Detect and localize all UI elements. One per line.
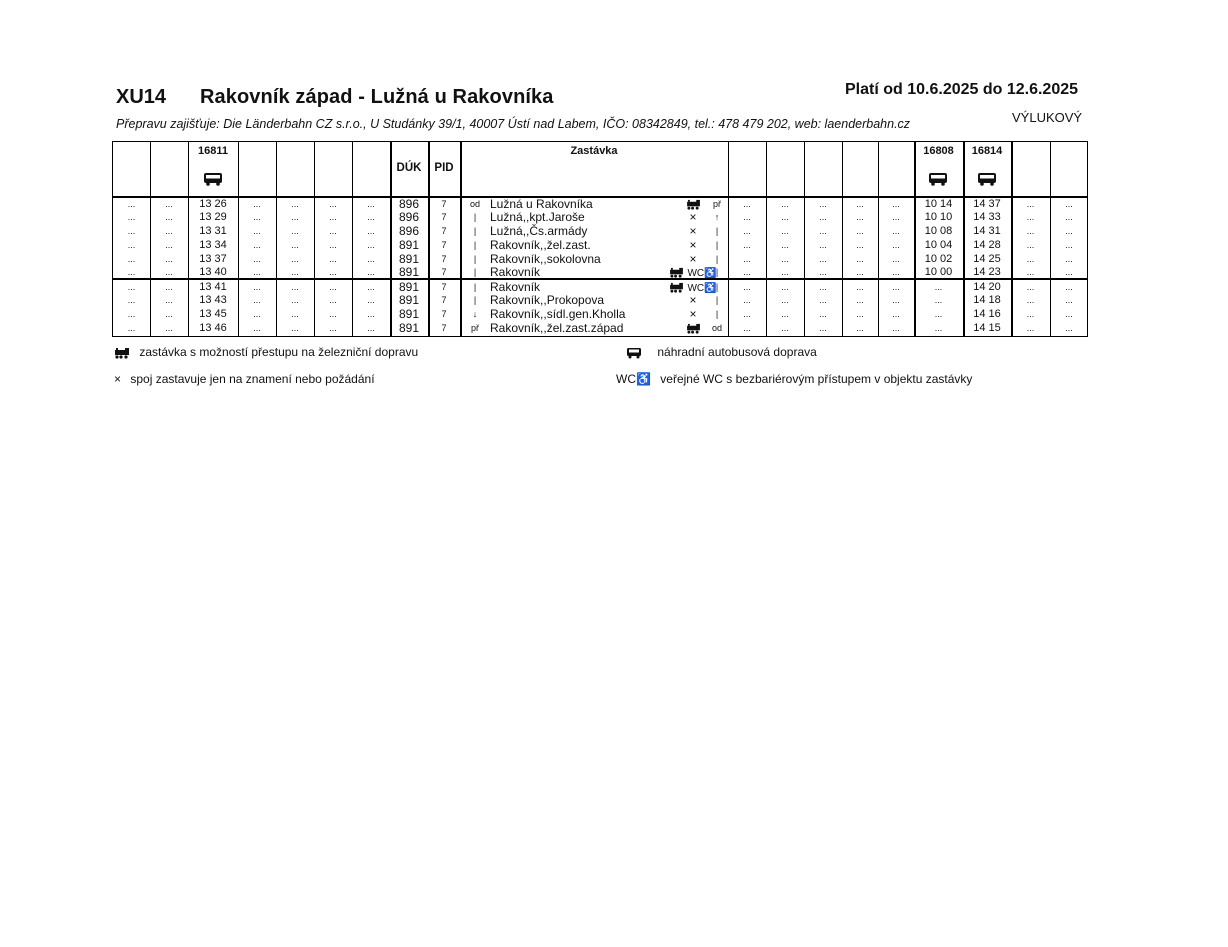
stop-flag: | [715,267,719,277]
departure-time: ... [934,309,943,319]
departure-time: ... [934,323,943,333]
empty-cell: ... [856,267,864,277]
empty-cell: ... [291,267,299,277]
empty-cell: ... [367,309,375,319]
empty-cell: ... [1065,282,1073,292]
empty-cell: ... [892,282,900,292]
empty-cell: ... [1065,323,1073,333]
train-icon [686,199,701,210]
departure-time: 10 08 [924,225,953,237]
stop-flag: od [711,323,722,333]
empty-cell: ... [892,199,900,209]
departure-time: 13 34 [199,239,227,251]
bus-icon [203,172,223,186]
trip-number: 16814 [971,145,1003,157]
empty-cell: ... [1026,267,1035,277]
stop-flag: | [715,295,719,305]
column-header-stop: Zastávka [570,145,618,157]
duk-zone: 891 [398,238,420,252]
stop-mark: | [473,226,477,236]
legend-wc-text: veřejné WC s bezbariérovým přístupem v objektu zastávky [660,372,973,386]
empty-cell: ... [819,267,827,277]
empty-cell: ... [1065,254,1073,264]
empty-cell: ... [1026,323,1035,333]
empty-cell: ... [127,323,136,333]
empty-cell: ... [743,226,751,236]
empty-cell: ... [165,282,173,292]
stop-name: Lužná u Rakovníka [490,197,593,211]
validity-dates: Platí od 10.6.2025 do 12.6.2025 [845,81,1079,98]
empty-cell: ... [743,282,751,292]
empty-cell: ... [291,309,299,319]
departure-time: ... [934,295,943,305]
empty-cell: ... [253,323,261,333]
trip-number: 16808 [923,145,954,157]
empty-cell: ... [819,240,827,250]
wc-icon: WC♿ [687,268,717,279]
legend-wc [616,372,972,386]
empty-cell: ... [1026,295,1035,305]
stop-mark: | [473,254,477,264]
request-stop-icon: × [689,224,697,238]
empty-cell: ... [1065,309,1073,319]
empty-cell: ... [165,212,173,222]
stop-name: Rakovník,,sídl.gen.Kholla [490,307,626,321]
empty-cell: ... [856,199,864,209]
empty-cell: ... [856,212,864,222]
empty-cell: ... [253,254,261,264]
stop-mark: | [473,267,477,277]
request-stop-icon: × [689,293,697,307]
empty-cell: ... [743,323,751,333]
empty-cell: ... [329,323,337,333]
empty-cell: ... [819,282,827,292]
empty-cell: ... [1065,212,1073,222]
empty-cell: ... [1026,240,1035,250]
empty-cell: ... [781,240,789,250]
departure-time: ... [934,282,943,292]
empty-cell: ... [367,212,375,222]
empty-cell: ... [367,226,375,236]
empty-cell: ... [819,323,827,333]
line-code: XU14 [116,86,167,108]
empty-cell: ... [1026,282,1035,292]
stop-flag: | [715,309,719,319]
empty-cell: ... [291,323,299,333]
pid-zone: 7 [441,267,447,277]
duk-zone: 896 [398,197,420,211]
empty-cell: ... [165,254,173,264]
empty-cell: ... [819,254,827,264]
trip-number: 16811 [198,145,228,157]
pid-zone: 7 [441,254,447,264]
column-header-pid: PID [434,162,454,174]
empty-cell: ... [856,309,864,319]
empty-cell: ... [165,240,173,250]
request-stop-icon: × [114,372,122,386]
empty-cell: ... [367,199,375,209]
stop-name: Lužná,,Čs.armády [490,224,588,238]
empty-cell: ... [856,295,864,305]
empty-cell: ... [1065,240,1073,250]
empty-cell: ... [1026,254,1035,264]
empty-cell: ... [819,199,827,209]
empty-cell: ... [127,240,136,250]
empty-cell: ... [781,282,789,292]
empty-cell: ... [892,309,900,319]
stop-flag: | [715,226,719,236]
request-stop-icon: × [689,238,697,252]
empty-cell: ... [743,240,751,250]
empty-cell: ... [1065,267,1073,277]
empty-cell: ... [329,295,337,305]
departure-time: 10 02 [924,253,953,265]
empty-cell: ... [127,282,136,292]
empty-cell: ... [1026,199,1035,209]
empty-cell: ... [253,295,261,305]
empty-cell: ... [856,240,864,250]
empty-cell: ... [1065,295,1073,305]
pid-zone: 7 [441,212,447,222]
empty-cell: ... [819,226,827,236]
empty-cell: ... [856,323,864,333]
pid-zone: 7 [441,226,447,236]
stop-flag: | [715,282,719,292]
departure-time: 14 28 [973,239,1001,251]
train-icon [114,347,130,359]
stop-mark: | [473,295,477,305]
empty-cell: ... [329,309,337,319]
column-divider [460,142,462,336]
empty-cell: ... [856,282,864,292]
legend-train [114,345,418,359]
timetable-type: VÝLUKOVÝ [1012,110,1083,125]
empty-cell: ... [165,267,173,277]
stop-name: Rakovník [490,265,541,279]
empty-cell: ... [781,212,789,222]
request-stop-icon: × [689,252,697,266]
empty-cell: ... [291,199,299,209]
stop-mark: od [469,199,480,209]
stop-name: Rakovník,,žel.zast.západ [490,321,624,335]
empty-cell: ... [743,212,751,222]
legend-request [114,372,375,386]
empty-cell: ... [291,254,299,264]
empty-cell: ... [781,199,789,209]
pid-zone: 7 [441,199,447,209]
empty-cell: ... [892,295,900,305]
departure-time: 10 00 [924,266,953,278]
empty-cell: ... [892,212,900,222]
duk-zone: 891 [398,293,420,307]
duk-zone: 891 [398,321,420,335]
train-icon [669,267,684,278]
empty-cell: ... [329,226,337,236]
stop-name: Rakovník,,žel.zast. [490,238,591,252]
empty-cell: ... [892,323,900,333]
bus-icon [626,347,642,359]
departure-time: 13 31 [199,225,227,237]
bus-icon [928,172,948,186]
stop-flag: | [715,254,719,264]
departure-time: 14 15 [973,322,1001,334]
empty-cell: ... [743,295,751,305]
empty-cell: ... [329,267,337,277]
departure-time: 14 18 [973,294,1001,306]
stop-flag: | [715,240,719,250]
empty-cell: ... [856,226,864,236]
legend-request-text: spoj zastavuje jen na znamení nebo požádání [130,372,375,386]
empty-cell: ... [127,212,136,222]
departure-time: 13 46 [199,322,227,334]
train-icon [669,282,684,293]
request-stop-icon: × [689,307,697,321]
departure-time: 14 23 [973,266,1001,278]
departure-time: 14 33 [973,211,1001,223]
legend-bus-text: náhradní autobusová doprava [657,345,817,359]
departure-time: 14 37 [973,198,1001,210]
empty-cell: ... [253,267,261,277]
pid-zone: 7 [441,309,447,319]
empty-cell: ... [743,199,751,209]
empty-cell: ... [781,226,789,236]
empty-cell: ... [165,295,173,305]
empty-cell: ... [1065,199,1073,209]
stop-name: Lužná,,kpt.Jaroše [490,210,585,224]
stop-name: Rakovník,,sokolovna [490,252,601,266]
request-stop-icon: × [689,210,697,224]
stop-mark: | [473,212,477,222]
empty-cell: ... [892,240,900,250]
departure-time: 14 20 [973,281,1001,293]
empty-cell: ... [743,254,751,264]
departure-time: 14 16 [973,308,1001,320]
wc-icon: WC♿ [616,372,651,386]
empty-cell: ... [781,267,789,277]
empty-cell: ... [856,254,864,264]
empty-cell: ... [1026,309,1035,319]
departure-time: 14 31 [973,225,1001,237]
legend-bus [626,345,817,359]
departure-time: 13 37 [199,253,227,265]
empty-cell: ... [367,295,375,305]
departure-time: 10 10 [924,211,953,223]
empty-cell: ... [1065,226,1073,236]
empty-cell: ... [743,309,751,319]
empty-cell: ... [127,295,136,305]
empty-cell: ... [165,226,173,236]
departure-time: 10 14 [924,198,953,210]
departure-time: 14 25 [973,253,1001,265]
empty-cell: ... [127,199,136,209]
empty-cell: ... [1026,226,1035,236]
stop-mark: | [473,282,477,292]
empty-cell: ... [253,240,261,250]
empty-cell: ... [127,267,136,277]
stop-mark: př [470,323,479,333]
empty-cell: ... [819,309,827,319]
empty-cell: ... [819,212,827,222]
empty-cell: ... [367,240,375,250]
stop-flag: př [712,199,721,209]
empty-cell: ... [291,282,299,292]
empty-cell: ... [329,199,337,209]
empty-cell: ... [329,254,337,264]
empty-cell: ... [253,309,261,319]
empty-cell: ... [892,267,900,277]
duk-zone: 891 [398,280,420,294]
column-header-duk: DÚK [396,162,422,174]
departure-time: 13 40 [199,266,227,278]
empty-cell: ... [329,240,337,250]
duk-zone: 896 [398,210,420,224]
empty-cell: ... [253,199,261,209]
empty-cell: ... [165,199,173,209]
empty-cell: ... [781,254,789,264]
stop-name: Rakovník,,Prokopova [490,293,605,307]
stop-flag: ↑ [714,212,720,222]
departure-time: 13 26 [199,198,227,210]
empty-cell: ... [329,282,337,292]
legend-train-text: zastávka s možností přestupu na železniční dopravu [139,345,419,359]
empty-cell: ... [819,295,827,305]
duk-zone: 896 [398,224,420,238]
empty-cell: ... [127,254,136,264]
empty-cell: ... [165,323,173,333]
duk-zone: 891 [398,252,420,266]
departure-time: 13 45 [199,308,227,320]
empty-cell: ... [743,267,751,277]
empty-cell: ... [127,226,136,236]
empty-cell: ... [781,295,789,305]
timetable [112,141,1088,337]
empty-cell: ... [127,309,136,319]
pid-zone: 7 [441,323,447,333]
empty-cell: ... [367,323,375,333]
departure-time: 13 43 [199,294,227,306]
stop-mark: ↓ [472,309,478,319]
bus-icon [977,172,997,186]
duk-zone: 891 [398,307,420,321]
empty-cell: ... [253,226,261,236]
empty-cell: ... [781,309,789,319]
stop-mark: | [473,240,477,250]
empty-cell: ... [781,323,789,333]
empty-cell: ... [253,282,261,292]
empty-cell: ... [367,254,375,264]
empty-cell: ... [367,282,375,292]
departure-time: 13 29 [199,211,227,223]
empty-cell: ... [291,240,299,250]
empty-cell: ... [291,295,299,305]
route-title: Rakovník západ - Lužná u Rakovníka [200,86,554,108]
empty-cell: ... [367,267,375,277]
duk-zone: 891 [398,265,420,279]
empty-cell: ... [291,212,299,222]
train-icon [686,323,701,334]
empty-cell: ... [1026,212,1035,222]
empty-cell: ... [165,309,173,319]
pid-zone: 7 [441,282,447,292]
empty-cell: ... [892,226,900,236]
departure-time: 13 41 [199,281,227,293]
wc-icon: WC♿ [687,283,717,294]
stop-name: Rakovník [490,280,541,294]
empty-cell: ... [253,212,261,222]
empty-cell: ... [892,254,900,264]
pid-zone: 7 [441,240,447,250]
pid-zone: 7 [441,295,447,305]
empty-cell: ... [291,226,299,236]
empty-cell: ... [329,212,337,222]
carrier-info: Přepravu zajišťuje: Die Länderbahn CZ s.r.o., U Studánky 39/1, 40007 Ústí nad Labem, IČO: 08342849, tel.: 478 479 202, web: laenderbahn.cz [116,117,911,131]
departure-time: 10 04 [924,239,953,251]
